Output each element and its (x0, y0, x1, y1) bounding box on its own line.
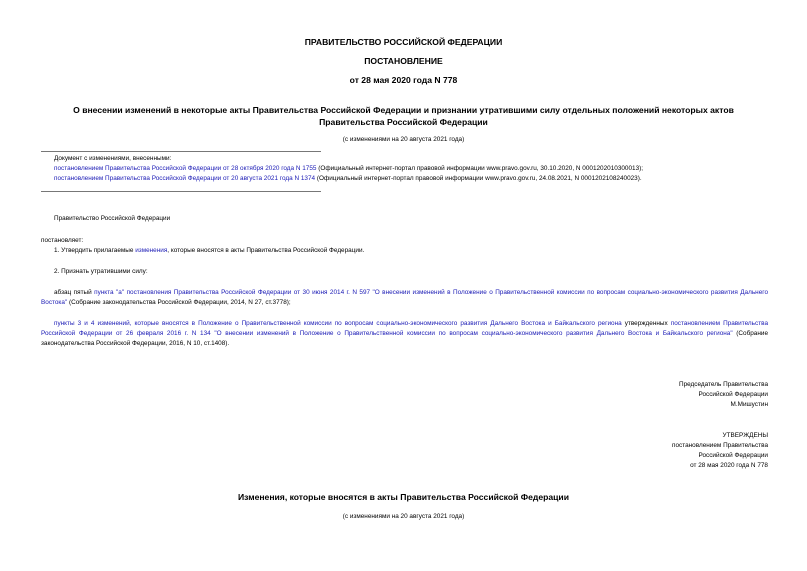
decides-label: постановляет: (41, 237, 84, 244)
paragraph-3-end: (Собрание законодательства Российской Федерации, 2014, N 27, ст.3778); (67, 299, 291, 306)
approved-country: Российской Федерации (698, 452, 768, 459)
date-number: от 28 мая 2020 года N 778 (349, 75, 458, 85)
changes-intro: Документ с изменениями, внесенными: (54, 155, 172, 162)
paragraph-4 (41, 319, 768, 349)
paragraph-1-end: , которые вносятся в акты Правительства Российской Федерации. (167, 247, 365, 254)
signature-position: Председатель Правительства (679, 381, 768, 388)
document-title-line1: О внесении изменений в некоторые акты Правительства Российской Федерации и признании утратившими силу отдельных положений некоторых актов (73, 105, 734, 115)
paragraph-4-mid: утвержденных (621, 320, 671, 327)
approved-label: УТВЕРЖДЕНЫ (722, 432, 768, 439)
resolution-597-link[interactable]: пункта "а" постановления Правительства Российской Федерации от 30 июня 2014 г. N 597 "О внесении изменений в Положение о Правительственной комиссии по вопросам социально-экономического развития Дальнего Востока" (41, 289, 769, 306)
document-title-line2: Правительства Российской Федерации (319, 117, 488, 127)
paragraph-1 (54, 246, 364, 256)
paragraph-4-end: (Собрание законодательства Российской Федерации, 2016, N 10, ст.1408). (41, 330, 768, 347)
signature-country: Российской Федерации (698, 391, 768, 398)
change-item-2 (54, 174, 774, 184)
annex-revision: (с изменениями на 20 августа 2021 года) (342, 513, 465, 520)
changes-link[interactable]: изменения (135, 247, 168, 254)
approved-by: постановлением Правительства (672, 442, 768, 449)
change-link-1374[interactable]: постановлением Правительства Российской Федерации от 20 августа 2021 года N 1374 (54, 175, 316, 182)
paragraph-3 (41, 288, 768, 308)
approved-block (672, 431, 768, 471)
divider-top (41, 151, 321, 152)
annex-title: Изменения, которые вносятся в акты Правительства Российской Федерации (237, 492, 569, 502)
paragraph-3-start: абзац пятый (54, 289, 95, 296)
change-source-1: (Официальный интернет-портал правовой информации www.pravo.gov.ru, 30.10.2020, N 0001202010300013); (316, 165, 644, 172)
government-heading: ПРАВИТЕЛЬСТВО РОССИЙСКОЙ ФЕДЕРАЦИИ (304, 37, 503, 47)
approved-date: от 28 мая 2020 года N 778 (690, 462, 768, 469)
paragraph-2: 2. Признать утратившими силу: (54, 268, 148, 275)
change-link-1755[interactable]: постановлением Правительства Российской Федерации от 28 октября 2020 года N 1755 (54, 165, 317, 172)
government-subject: Правительство Российской Федерации (54, 215, 171, 222)
change-item-1 (54, 164, 774, 174)
divider-bottom (41, 191, 321, 192)
revision-note: (с изменениями на 20 августа 2021 года) (342, 136, 465, 143)
signature-block (679, 380, 768, 410)
resolution-134-link[interactable]: постановлением Правительства Российской Федерации от 26 февраля 2016 г. N 134 "О внесении изменений в Положение о Правительственной комиссии по вопросам социально-экономического развития Дальнего Востока и Байкальского региона" (41, 320, 768, 337)
paragraph-1-start: 1. Утвердить прилагаемые (54, 247, 136, 254)
change-source-2: (Официальный интернет-портал правовой информации www.pravo.gov.ru, 24.08.2021, N 0001202108240023). (315, 175, 642, 182)
signature-name: М.Мишустин (730, 401, 768, 408)
doc-type-heading: ПОСТАНОВЛЕНИЕ (364, 56, 443, 66)
items-3-4-link[interactable]: пункты 3 и 4 изменений, которые вносятся в Положение о Правительственной комиссии по вопросам социально-экономического развития Дальнего Востока и Байкальского региона (54, 320, 622, 327)
changes-box (54, 154, 774, 184)
